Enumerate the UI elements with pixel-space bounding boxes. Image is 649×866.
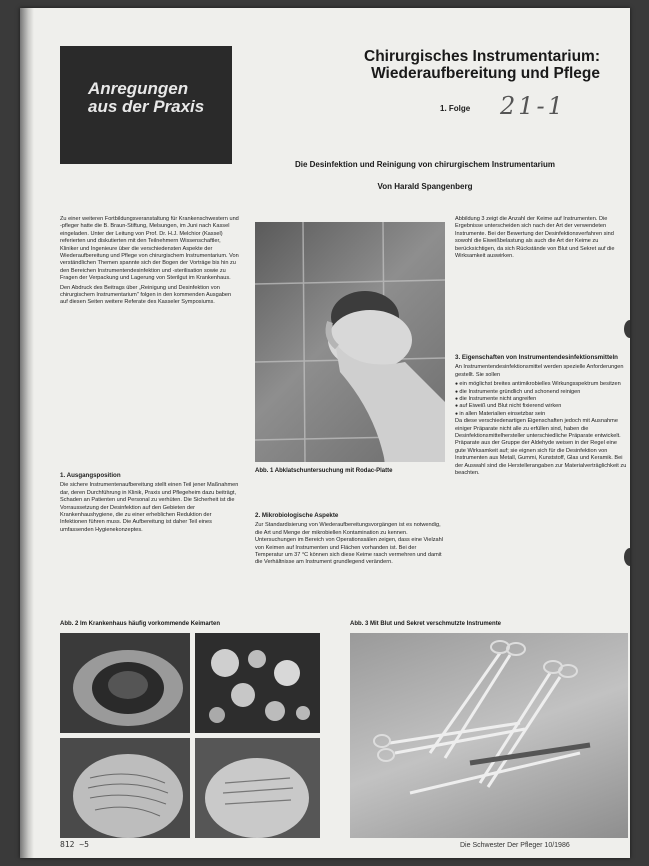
journal-page	[20, 8, 630, 858]
figure-1-caption: Abb. 1 Abklatschuntersuchung mit Rodac-Platte	[255, 468, 393, 474]
figure-1-photo	[255, 222, 445, 462]
author-line: Von Harald Spangenberg	[377, 182, 473, 191]
punch-hole	[624, 320, 630, 338]
title-line-2: Wiederaufbereitung und Pflege	[371, 65, 600, 82]
list-item: ● auf Eiweiß und Blut nicht fixierend wirken	[455, 403, 627, 410]
section-3	[455, 350, 627, 480]
section-3-intro: An Instrumentendesinfektionsmittel werden spezielle Anforderungen gestellt. Sie sollen	[455, 364, 624, 378]
figure-2-photo-c	[60, 738, 190, 838]
requirements-list	[455, 381, 627, 418]
article-title	[270, 48, 600, 82]
rubric-box	[60, 46, 232, 164]
page-number-handwritten-mark: ~5	[79, 840, 89, 849]
section-2-text: Zur Standardisierung von Wiederaufbereitungsvorgängen ist es notwendig, die Art und Menge der mikrobiellen Kontamination zu kennen. Untersuchungen im Bereich von Operationssälen zeigen, dass eine Vielzahl von Keimen auf Instrumenten und Flächen vorhanden ist. Bei der Temperatur um 37 °C können sich diese Keime rasch vermehren und damit die Verhältnisse am Instrument grundlegend verändern.	[255, 522, 444, 566]
section-1	[60, 468, 240, 536]
section-2-heading: 2. Mikrobiologische Aspekte	[255, 512, 339, 519]
figure-3-caption: Abb. 3 Mit Blut und Sekret verschmutzte Instrumente	[350, 621, 502, 627]
bacteria-colonies-image	[195, 633, 320, 733]
tile-wall-hand-image	[255, 222, 445, 462]
figure-3-photo	[350, 633, 628, 838]
intro-paragraph-1: Zu einer weiteren Fortbildungsveranstaltung für Krankenschwestern und -pfleger hatte die B. Braun-Stiftung, Melsungen, im Juni nach Kassel eingeladen. Unter der Leitung von Prof. Dr. H.J. Melchior (Kassel) referierten und diskutierten mit den Teilnehmern Wissenschaftler, Kliniker und Ingenieure über die verschiedensten Aspekte der Wiederaufbereitung und Pflege von chirurgischem Instrumentarium. Von verständlichen Themen spannte sich der Bogen der Vorträge bis hin zu den Bereichen Instrumentendesinfektion und -sterilisation sowie zu Fragen der Verpackung und Lagerung von Sterilgut im Krankenhaus.	[60, 216, 239, 282]
figure-2-caption: Abb. 2 Im Krankenhaus häufig vorkommende Keimarten	[60, 621, 221, 627]
list-item: ● die Instrumente nicht angreifen	[455, 396, 627, 403]
figure-2-photo-b	[195, 633, 320, 733]
figure-2-photo-a	[60, 633, 190, 733]
handwritten-note: 21-1	[500, 92, 566, 120]
title-line-1: Chirurgisches Instrumentarium:	[364, 48, 600, 65]
journal-reference: Die Schwester Der Pfleger 10/1986	[460, 842, 570, 849]
column-3-paragraph: Abbildung 3 zeigt die Anzahl der Keime auf Instrumenten. Die Ergebnisse unterscheiden sich nach der Art der verwendeten Instrumente. Bei der Bewertung der Desinfektionsverfahren sind sowohl die Eiweißbelastung als auch die Art der Keime zu berücksichtigen, da sich Rückstände von Blut und Sekret auf die Wirksamkeit auswirken.	[455, 216, 615, 260]
punch-hole	[624, 548, 630, 566]
part-label: 1. Folge	[440, 104, 471, 113]
figure-2-photo-d	[195, 738, 320, 838]
list-item: ● die Instrumente gründlich und schonend reinigen	[455, 389, 627, 396]
intro-column	[60, 216, 240, 309]
section-1-heading: 1. Ausgangsposition	[60, 472, 121, 479]
page-number	[60, 840, 89, 849]
agar-plate-streak-image	[60, 738, 190, 838]
column-3-top	[455, 216, 627, 262]
section-1-text: Die sichere Instrumentenaufbereitung stellt einen Teil jener Maßnahmen dar, deren Durchführung in Klinik, Praxis und Pflegeheim dazu beiträgt, Schaden an Patienten und Personal zu verhüten. Die Sicherheit ist die Vorraussetzung der Desinfektion auf den Gebieten der Krankenhaushygiene, die zu einer erheblichen Reduktion der Infektionen führen muss. Die Aufbereitung ist daher Teil eines umfassenden Hygienekonzeptes.	[60, 482, 239, 533]
intro-paragraph-2: Den Abdruck des Beitrags über „Reinigung und Desinfektion von chirurgischem Instrumentarium" folgen in den kommenden Ausgaben auf diesen Seiten weitere Referate des Kasseler Symposiums.	[60, 284, 232, 306]
section-3-text: Da diese verschiedenartigen Eigenschaften jedoch mit Ausnahme einiger Präparate nicht alle zu erfüllen sind, haben die Desinfektionsmittelhersteller unterschiedliche Präparate entwickelt. Präparate aus der Gruppe der Aldehyde weisen in der Regel eine gute Wirksamkeit auf; sie eignen sich für die Desinfektion von Instrumenten aus Metall, Gummi, Kunststoff, Glas und Keramik. Bei der Auswahl sind die Herstellerangaben zur Materialverträglichkeit zu beachten.	[455, 418, 627, 477]
petri-dish-colony-image	[60, 633, 190, 733]
article-subtitle: Die Desinfektion und Reinigung von chirurgischem Instrumentarium	[294, 160, 556, 169]
page-number-value: 812	[60, 840, 75, 849]
rubric-line-2: aus der Praxis	[88, 97, 205, 116]
list-item: ● in allen Materialien einsetzbar sein	[455, 411, 627, 418]
agar-plate-growth-image	[195, 738, 320, 838]
list-item: ● ein möglichst breites antimikrobielles Wirkungsspektrum besitzen	[455, 381, 627, 388]
surgical-instruments-image	[350, 633, 628, 838]
section-2	[255, 508, 445, 569]
rubric-line-1: Anregungen	[88, 79, 189, 98]
section-3-heading: 3. Eigenschaften von Instrumentendesinfektionsmitteln	[455, 354, 618, 361]
